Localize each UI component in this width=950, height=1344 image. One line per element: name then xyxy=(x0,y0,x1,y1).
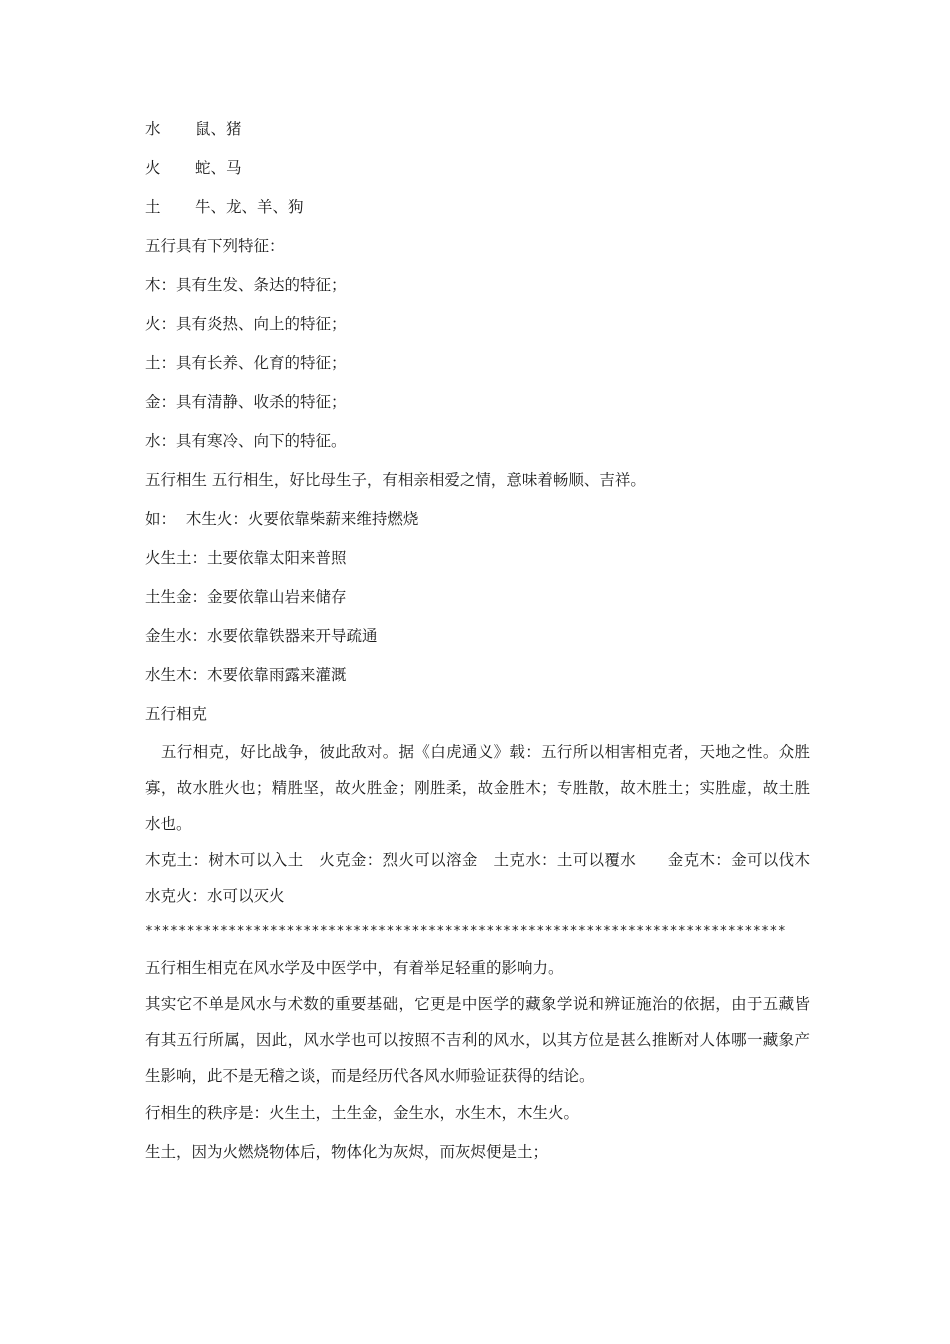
fengshui-last: 生土，因为火燃烧物体后，物体化为灰烬，而灰烬便是土； xyxy=(145,1143,549,1161)
sheng-item: 金生水：水要依靠铁器来开导疏通 xyxy=(145,627,378,645)
zodiac-element: 土 xyxy=(145,198,161,216)
sheng-intro: 五行相生 五行相生，好比母生子，有相亲相爱之情，意味着畅顺、吉祥。 xyxy=(145,471,646,489)
zodiac-row-fire xyxy=(145,159,810,178)
ke-examples: 木克土：树木可以入土 火克金：烈火可以溶金 土克水：土可以覆水 金克木：金可以伐木 水克火：水可以灭火 xyxy=(145,851,826,905)
features-heading: 五行具有下列特征： xyxy=(145,237,285,255)
zodiac-animals: 牛、龙、羊、狗 xyxy=(195,198,304,216)
zodiac-element: 水 xyxy=(145,120,161,138)
zodiac-animals: 鼠、猪 xyxy=(195,120,242,138)
feature-item: 火：具有炎热、向上的特征； xyxy=(145,315,347,333)
document-page xyxy=(145,120,826,1162)
zodiac-row-water xyxy=(145,120,810,139)
ke-paragraph: 五行相克，好比战争，彼此敌对。据《白虎通义》载：五行所以相害相克者，天地之性。众胜寡，故水胜火也；精胜坚，故火胜金；刚胜柔，故金胜木；专胜散，故木胜土；实胜虚，故土胜水也。 xyxy=(145,743,810,833)
feature-item: 金：具有清静、收杀的特征； xyxy=(145,393,347,411)
fengshui-paragraph: 其实它不单是风水与术数的重要基础，它更是中医学的藏象学说和辨证施治的依据，由于五藏皆有其五行所属，因此，风水学也可以按照不吉利的风水，以其方位是甚么推断对人体哪一藏象产生影响，此不是无稽之谈，而是经历代各风水师验证获得的结论。 xyxy=(145,995,810,1085)
zodiac-row-earth xyxy=(145,198,810,217)
ke-heading: 五行相克 xyxy=(145,705,208,723)
feature-item: 水：具有寒冷、向下的特征。 xyxy=(145,432,347,450)
sheng-item: 火生土：土要依靠太阳来普照 xyxy=(145,549,347,567)
zodiac-element: 火 xyxy=(145,159,161,177)
sheng-item: 水生木：木要依靠雨露来灌溉 xyxy=(145,666,347,684)
zodiac-animals: 蛇、马 xyxy=(195,159,242,177)
divider-stars: ***************************************************************************** xyxy=(145,924,787,939)
sheng-item: 土生金：金要依靠山岩来储存 xyxy=(145,588,347,606)
fengshui-order: 行相生的秩序是：火生土，土生金，金生水，水生木，木生火。 xyxy=(145,1104,580,1122)
feature-item: 土：具有长养、化育的特征； xyxy=(145,354,347,372)
feature-item: 木：具有生发、条达的特征； xyxy=(145,276,347,294)
fengshui-intro: 五行相生相克在风水学及中医学中，有着举足轻重的影响力。 xyxy=(145,959,564,977)
sheng-item: 如： 木生火：火要依靠柴薪来维持燃烧 xyxy=(145,510,419,528)
